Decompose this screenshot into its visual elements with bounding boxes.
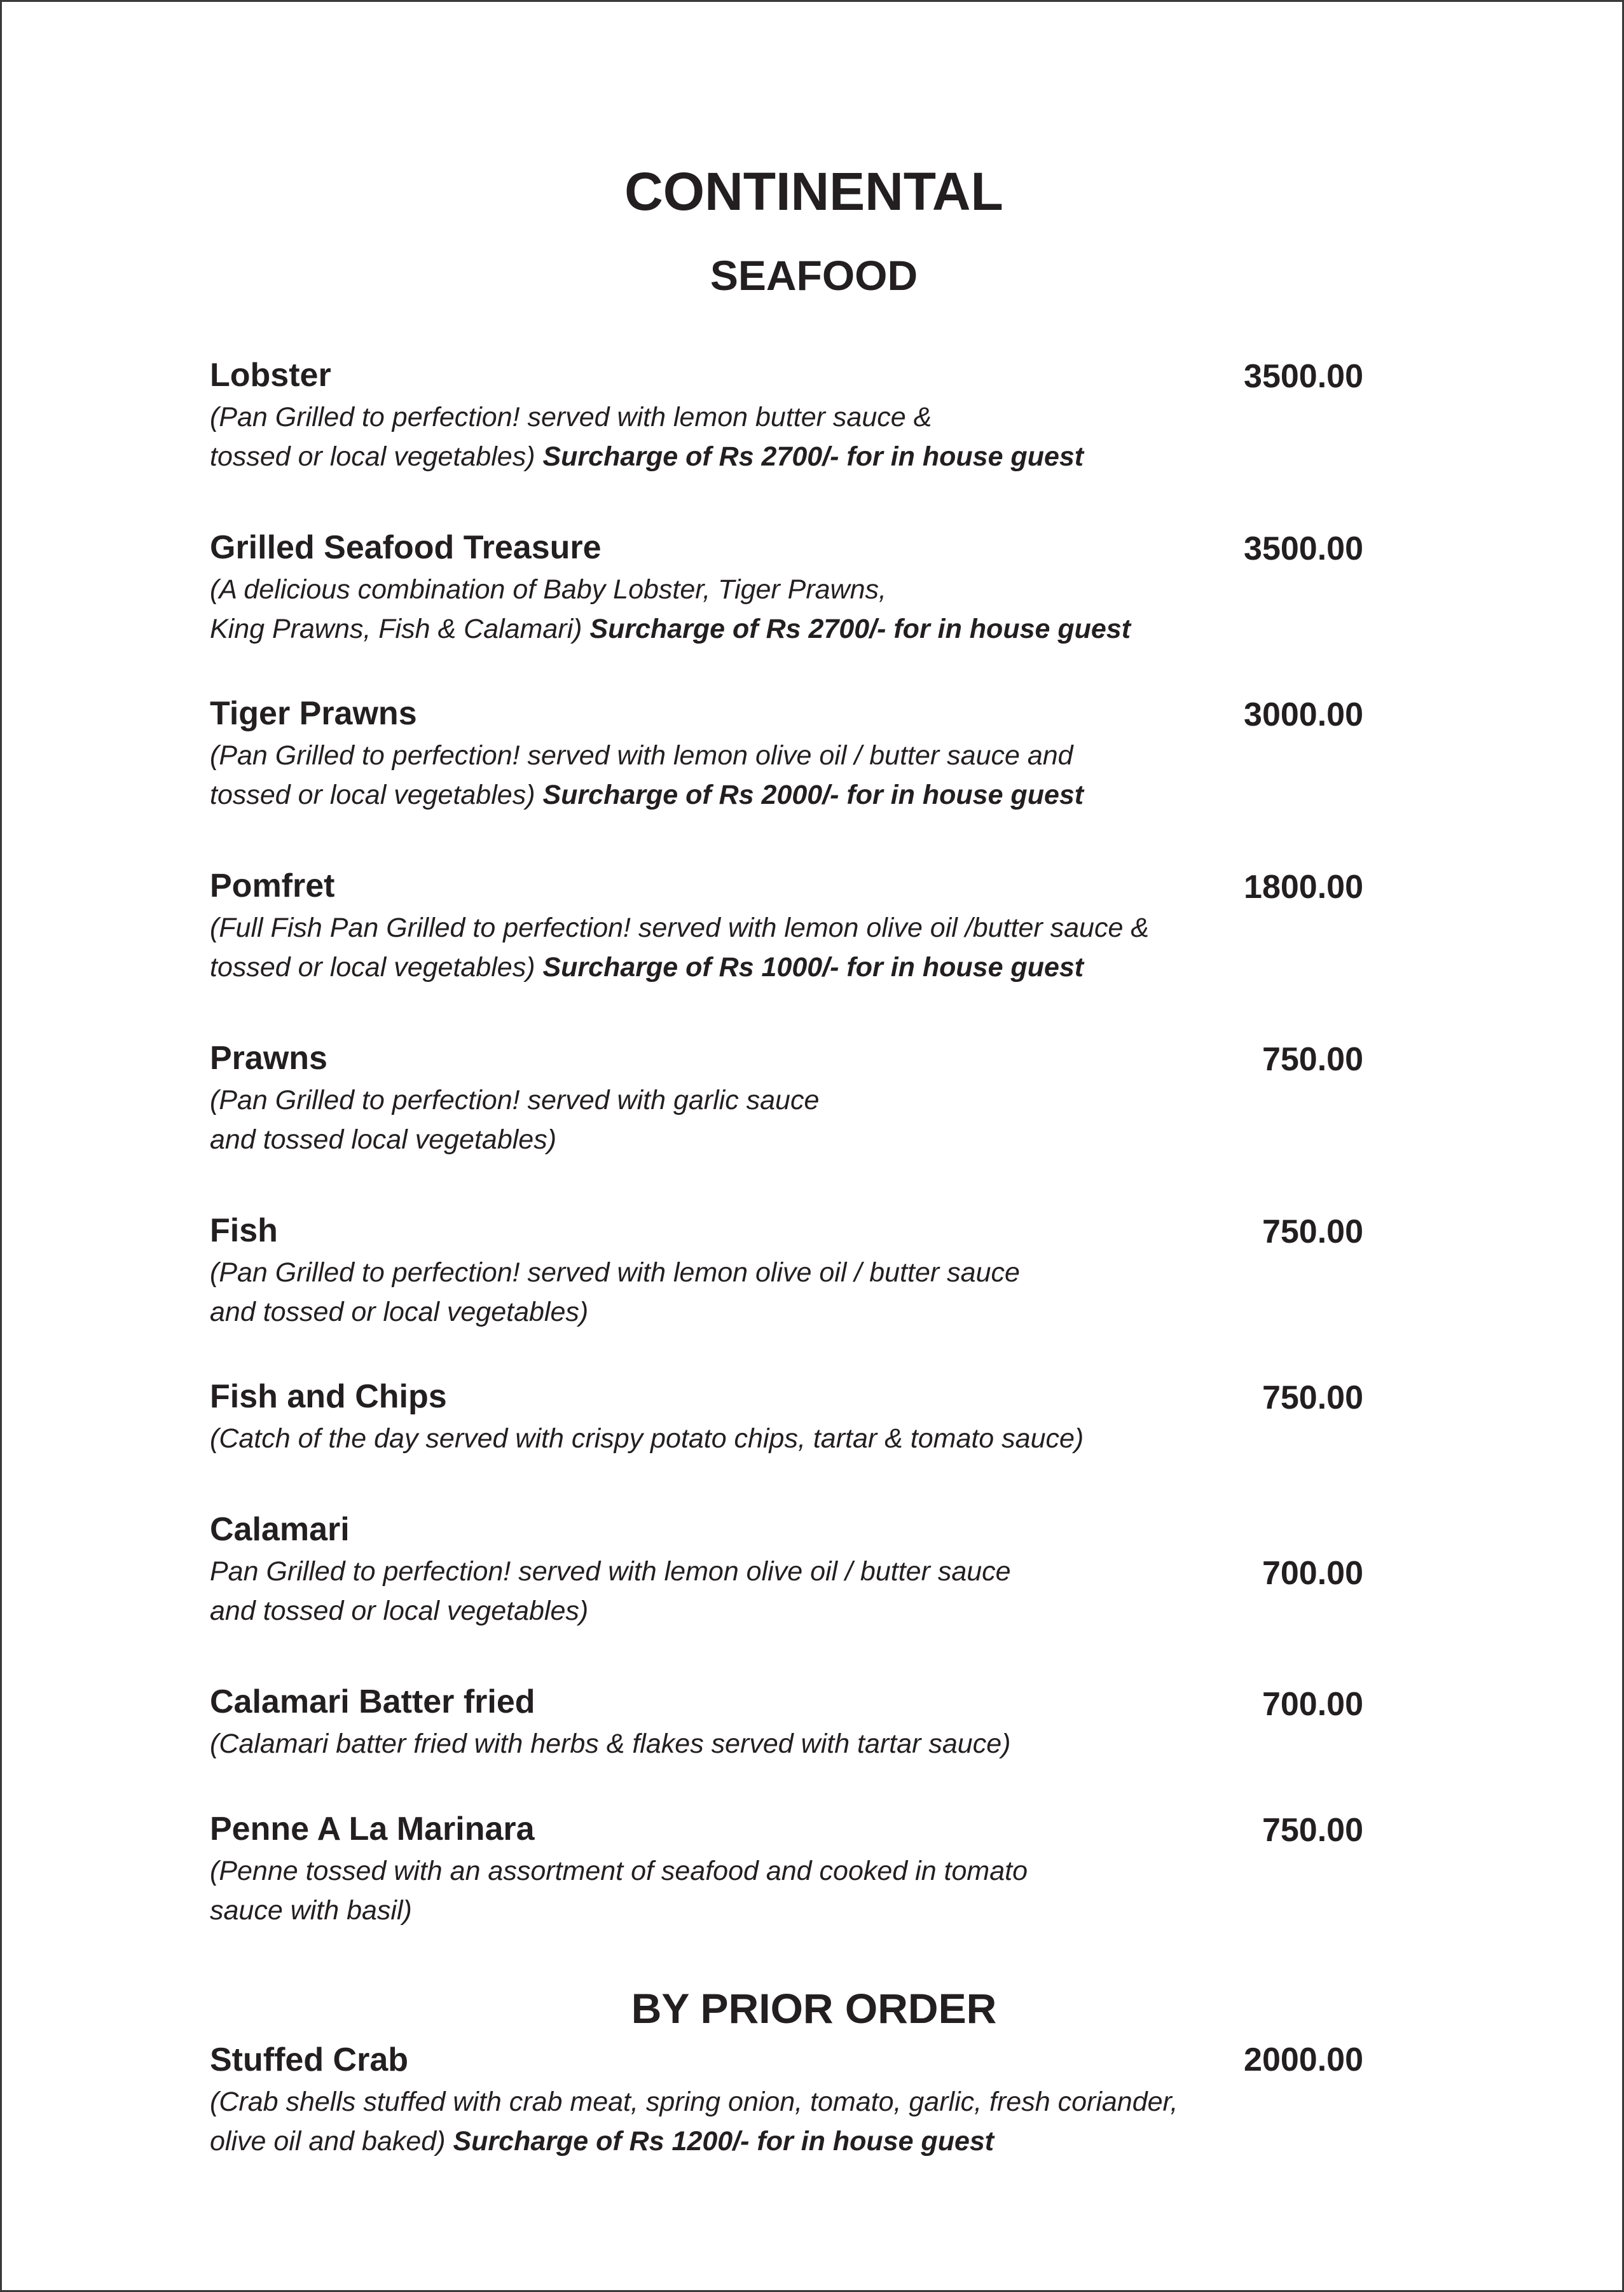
section-title-seafood: SEAFOOD xyxy=(710,252,918,299)
desc-line: tossed or local vegetables) xyxy=(210,780,543,810)
menu-title: CONTINENTAL xyxy=(624,162,1003,221)
desc-line: (Calamari batter fried with herbs & flakes served with tartar sauce) xyxy=(210,1729,1011,1759)
item-price: 750.00 xyxy=(1262,1379,1363,1416)
item-name: Grilled Seafood Treasure xyxy=(210,529,602,566)
desc-line: (A delicious combination of Baby Lobster, Tiger Prawns, xyxy=(210,574,886,605)
item-price: 750.00 xyxy=(1262,1812,1363,1849)
desc-line: tossed or local vegetables) xyxy=(210,952,543,983)
item-name: Penne A La Marinara xyxy=(210,1811,535,1847)
item-description xyxy=(210,908,1149,987)
item-description xyxy=(210,1724,1010,1764)
item-description xyxy=(210,1552,1011,1631)
desc-line: sauce with basil) xyxy=(210,1895,412,1926)
desc-line: (Pan Grilled to perfection! served with lemon olive oil / butter sauce and xyxy=(210,740,1073,771)
item-description xyxy=(210,397,1084,476)
desc-line: (Crab shells stuffed with crab meat, spring onion, tomato, garlic, fresh coriander, xyxy=(210,2087,1178,2117)
item-name: Lobster xyxy=(210,357,331,394)
item-description xyxy=(210,1851,1028,1930)
surcharge-note: Surcharge of Rs 2700/- for in house guest xyxy=(542,441,1084,472)
item-price: 3500.00 xyxy=(1244,530,1363,567)
section-title-prior-order: BY PRIOR ORDER xyxy=(631,1985,997,2032)
item-price: 3500.00 xyxy=(1244,358,1363,395)
item-description xyxy=(210,736,1084,815)
desc-line: (Pan Grilled to perfection! served with garlic sauce xyxy=(210,1085,820,1115)
item-price: 700.00 xyxy=(1262,1686,1363,1723)
item-description xyxy=(210,1419,1084,1458)
desc-line: Pan Grilled to perfection! served with lemon olive oil / butter sauce xyxy=(210,1556,1011,1587)
desc-line: and tossed local vegetables) xyxy=(210,1124,557,1155)
desc-line: tossed or local vegetables) xyxy=(210,441,543,472)
surcharge-note: Surcharge of Rs 1000/- for in house guest xyxy=(542,952,1084,983)
desc-line: King Prawns, Fish & Calamari) xyxy=(210,614,590,644)
surcharge-note: Surcharge of Rs 1200/- for in house guest xyxy=(453,2126,994,2157)
desc-line: (Pan Grilled to perfection! served with lemon butter sauce & xyxy=(210,402,932,432)
item-price: 750.00 xyxy=(1262,1213,1363,1250)
desc-line: (Catch of the day served with crispy potato chips, tartar & tomato sauce) xyxy=(210,1423,1084,1454)
item-description xyxy=(210,2082,1178,2161)
desc-line: (Penne tossed with an assortment of seafood and cooked in tomato xyxy=(210,1856,1028,1886)
item-price: 2000.00 xyxy=(1244,2041,1363,2078)
item-name: Fish xyxy=(210,1212,278,1249)
item-name: Pomfret xyxy=(210,867,335,904)
item-name: Calamari Batter fried xyxy=(210,1683,535,1720)
item-price: 700.00 xyxy=(1262,1555,1363,1592)
item-description xyxy=(210,570,1131,649)
desc-line: olive oil and baked) xyxy=(210,2126,453,2157)
item-name: Stuffed Crab xyxy=(210,2041,408,2078)
item-description xyxy=(210,1253,1020,1332)
desc-line: and tossed or local vegetables) xyxy=(210,1297,589,1327)
item-description xyxy=(210,1080,819,1159)
item-name: Fish and Chips xyxy=(210,1378,447,1415)
item-price: 750.00 xyxy=(1262,1041,1363,1078)
item-name: Calamari xyxy=(210,1511,350,1548)
item-price: 3000.00 xyxy=(1244,696,1363,733)
desc-line: (Pan Grilled to perfection! served with lemon olive oil / butter sauce xyxy=(210,1257,1020,1288)
item-price: 1800.00 xyxy=(1244,869,1363,906)
desc-line: (Full Fish Pan Grilled to perfection! served with lemon olive oil /butter sauce & xyxy=(210,913,1149,943)
surcharge-note: Surcharge of Rs 2700/- for in house guest xyxy=(589,614,1131,644)
item-name: Prawns xyxy=(210,1040,327,1077)
item-name: Tiger Prawns xyxy=(210,695,417,732)
desc-line: and tossed or local vegetables) xyxy=(210,1596,589,1626)
surcharge-note: Surcharge of Rs 2000/- for in house guest xyxy=(542,780,1084,810)
